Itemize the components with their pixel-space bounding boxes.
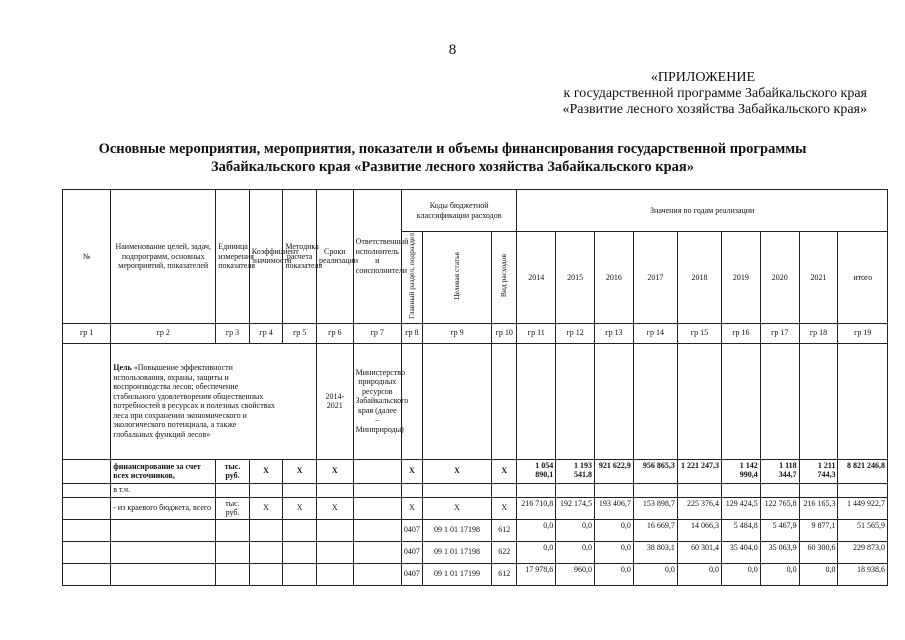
regional-x: Х [249, 497, 283, 519]
regional-value: 225 376,4 [677, 497, 721, 519]
detail-value: 60 301,4 [677, 541, 721, 563]
year-2018: 2018 [677, 232, 721, 324]
detail-row [63, 519, 888, 541]
detail-value: 35 063,9 [760, 541, 799, 563]
group-cell: гр 8 [401, 323, 422, 343]
group-cell: гр 18 [799, 323, 838, 343]
detail-value: 0,0 [595, 519, 634, 541]
detail-value: 51 565,9 [838, 519, 888, 541]
goal-body: «Повышение эффективности использования, охраны, защиты и воспроизводства лесов; обеспечение стабильного удовлетворения общественных потребностей в ресурсах и полезных свойствах леса при сохранении экономического и экологического потенциала, а также глобальных функций лесов» [113, 363, 275, 439]
group-row [63, 323, 888, 343]
detail-vid: 612 [492, 519, 517, 541]
group-cell: гр 5 [283, 323, 317, 343]
title-line: Основные мероприятия, мероприятия, показатели и объемы финансирования государственной программы [98, 141, 807, 157]
incl-row [63, 483, 888, 497]
total-value: 1 193 541,8 [556, 459, 595, 483]
goal-row [63, 343, 888, 459]
detail-value: 0,0 [556, 541, 595, 563]
header-tselev: Целевая статья [422, 232, 491, 324]
detail-value: 0,0 [760, 563, 799, 585]
appendix-line: к государственной программе Забайкальского края [563, 86, 867, 101]
group-cell: гр 10 [492, 323, 517, 343]
group-cell: гр 13 [595, 323, 634, 343]
appendix-line: «ПРИЛОЖЕНИЕ [650, 70, 755, 85]
regional-value: 216 710,8 [517, 497, 556, 519]
group-cell: гр 16 [721, 323, 760, 343]
header-values: Значения по годам реализации [517, 190, 888, 232]
group-cell: гр 11 [517, 323, 556, 343]
total-value: 1 221 247,3 [677, 459, 721, 483]
page-number: 8 [448, 42, 457, 58]
detail-value: 0,0 [799, 563, 838, 585]
detail-value: 38 803,1 [633, 541, 677, 563]
regional-name: - из краевого бюджета, всего [111, 497, 216, 519]
year-2016: 2016 [595, 232, 634, 324]
total-value: 8 821 246,8 [838, 459, 888, 483]
program-table [62, 189, 888, 586]
incl-label: в т.ч. [111, 483, 216, 497]
year-2020: 2020 [760, 232, 799, 324]
total-value: 1 142 990,4 [721, 459, 760, 483]
header-name: Наименование целей, задач, подпрограмм, основных мероприятий, показателей [111, 190, 216, 324]
total-x: Х [492, 459, 517, 483]
header-term: Сроки реализации [316, 190, 353, 324]
total-x: Х [422, 459, 491, 483]
detail-vid: 612 [492, 563, 517, 585]
detail-value: 9 877,1 [799, 519, 838, 541]
appendix-line: «Развитие лесного хозяйства Забайкальского края» [562, 102, 867, 117]
detail-value: 0,0 [633, 563, 677, 585]
detail-value: 0,0 [721, 563, 760, 585]
total-x: Х [249, 459, 283, 483]
detail-tselev: 09 1 01 17198 [422, 541, 491, 563]
group-cell: гр 7 [353, 323, 401, 343]
header-vid: Вид расходов [492, 232, 517, 324]
detail-vid: 622 [492, 541, 517, 563]
detail-value: 960,0 [556, 563, 595, 585]
total-value: 1 211 744,3 [799, 459, 838, 483]
header-num: № [63, 190, 111, 324]
regional-value: 122 765,8 [760, 497, 799, 519]
header-codes: Коды бюджетной классификации расходов [401, 190, 516, 232]
detail-value: 229 873,0 [838, 541, 888, 563]
detail-value: 5 467,9 [760, 519, 799, 541]
goal-resp: Министерство природных ресурсов Забайкальского края (далее – Минприроды) [353, 343, 401, 459]
total-value: 921 622,9 [595, 459, 634, 483]
detail-value: 5 484,8 [721, 519, 760, 541]
group-cell: гр 1 [63, 323, 111, 343]
detail-value: 0,0 [556, 519, 595, 541]
detail-tselev: 09 1 01 17198 [422, 519, 491, 541]
group-cell: гр 15 [677, 323, 721, 343]
detail-value: 16 669,7 [633, 519, 677, 541]
detail-value: 60 300,6 [799, 541, 838, 563]
detail-row [63, 541, 888, 563]
header-unit: Единица измерения показателя [216, 190, 250, 324]
header-glavn: Главный раздел, подраздел [401, 232, 422, 324]
year-total: итого [838, 232, 888, 324]
header-resp: Ответственный исполнитель и соисполнители [353, 190, 401, 324]
total-unit: тыс. руб. [216, 459, 250, 483]
detail-row [63, 563, 888, 585]
regional-x: Х [422, 497, 491, 519]
regional-value: 193 406,7 [595, 497, 634, 519]
group-cell: гр 9 [422, 323, 491, 343]
total-row [63, 459, 888, 483]
goal-label: Цель [113, 363, 132, 373]
regional-x: Х [316, 497, 353, 519]
detail-value: 0,0 [595, 541, 634, 563]
header-method: Методика расчета показателя [283, 190, 317, 324]
group-cell: гр 17 [760, 323, 799, 343]
group-cell: гр 3 [216, 323, 250, 343]
title-line: Забайкальского края «Развитие лесного хозяйства Забайкальского края» [211, 159, 694, 175]
detail-value: 35 404,0 [721, 541, 760, 563]
detail-value: 0,0 [595, 563, 634, 585]
regional-value: 129 424,5 [721, 497, 760, 519]
regional-value: 216 165,3 [799, 497, 838, 519]
regional-value: 192 174,5 [556, 497, 595, 519]
year-2014: 2014 [517, 232, 556, 324]
group-cell: гр 14 [633, 323, 677, 343]
year-2019: 2019 [721, 232, 760, 324]
group-cell: гр 2 [111, 323, 216, 343]
group-cell: гр 12 [556, 323, 595, 343]
total-x: Х [283, 459, 317, 483]
goal-term: 2014-2021 [316, 343, 353, 459]
detail-glavn: 0407 [401, 563, 422, 585]
detail-value: 17 978,6 [517, 563, 556, 585]
group-cell: гр 6 [316, 323, 353, 343]
total-x: Х [401, 459, 422, 483]
appendix-note [562, 70, 867, 118]
detail-glavn: 0407 [401, 541, 422, 563]
regional-row [63, 497, 888, 519]
regional-x: Х [401, 497, 422, 519]
total-value: 956 865,3 [633, 459, 677, 483]
regional-value: 153 898,7 [633, 497, 677, 519]
goal-text [111, 343, 317, 459]
total-x: Х [316, 459, 353, 483]
detail-tselev: 09 1 01 17199 [422, 563, 491, 585]
year-2017: 2017 [633, 232, 677, 324]
year-2021: 2021 [799, 232, 838, 324]
total-value: 1 118 344,7 [760, 459, 799, 483]
total-name: финансирование за счет всех источников, [111, 459, 216, 483]
group-cell: гр 4 [249, 323, 283, 343]
detail-value: 0,0 [517, 541, 556, 563]
year-2015: 2015 [556, 232, 595, 324]
regional-value: 1 449 922,7 [838, 497, 888, 519]
total-value: 1 054 890,1 [517, 459, 556, 483]
regional-unit: тыс. руб. [216, 497, 250, 519]
regional-x: Х [283, 497, 317, 519]
regional-x: Х [492, 497, 517, 519]
detail-value: 0,0 [517, 519, 556, 541]
detail-value: 18 938,6 [838, 563, 888, 585]
detail-value: 14 066,3 [677, 519, 721, 541]
detail-glavn: 0407 [401, 519, 422, 541]
group-cell: гр 19 [838, 323, 888, 343]
detail-value: 0,0 [677, 563, 721, 585]
document-title [60, 140, 845, 176]
header-coef: Коэффициент значимости [249, 190, 283, 324]
